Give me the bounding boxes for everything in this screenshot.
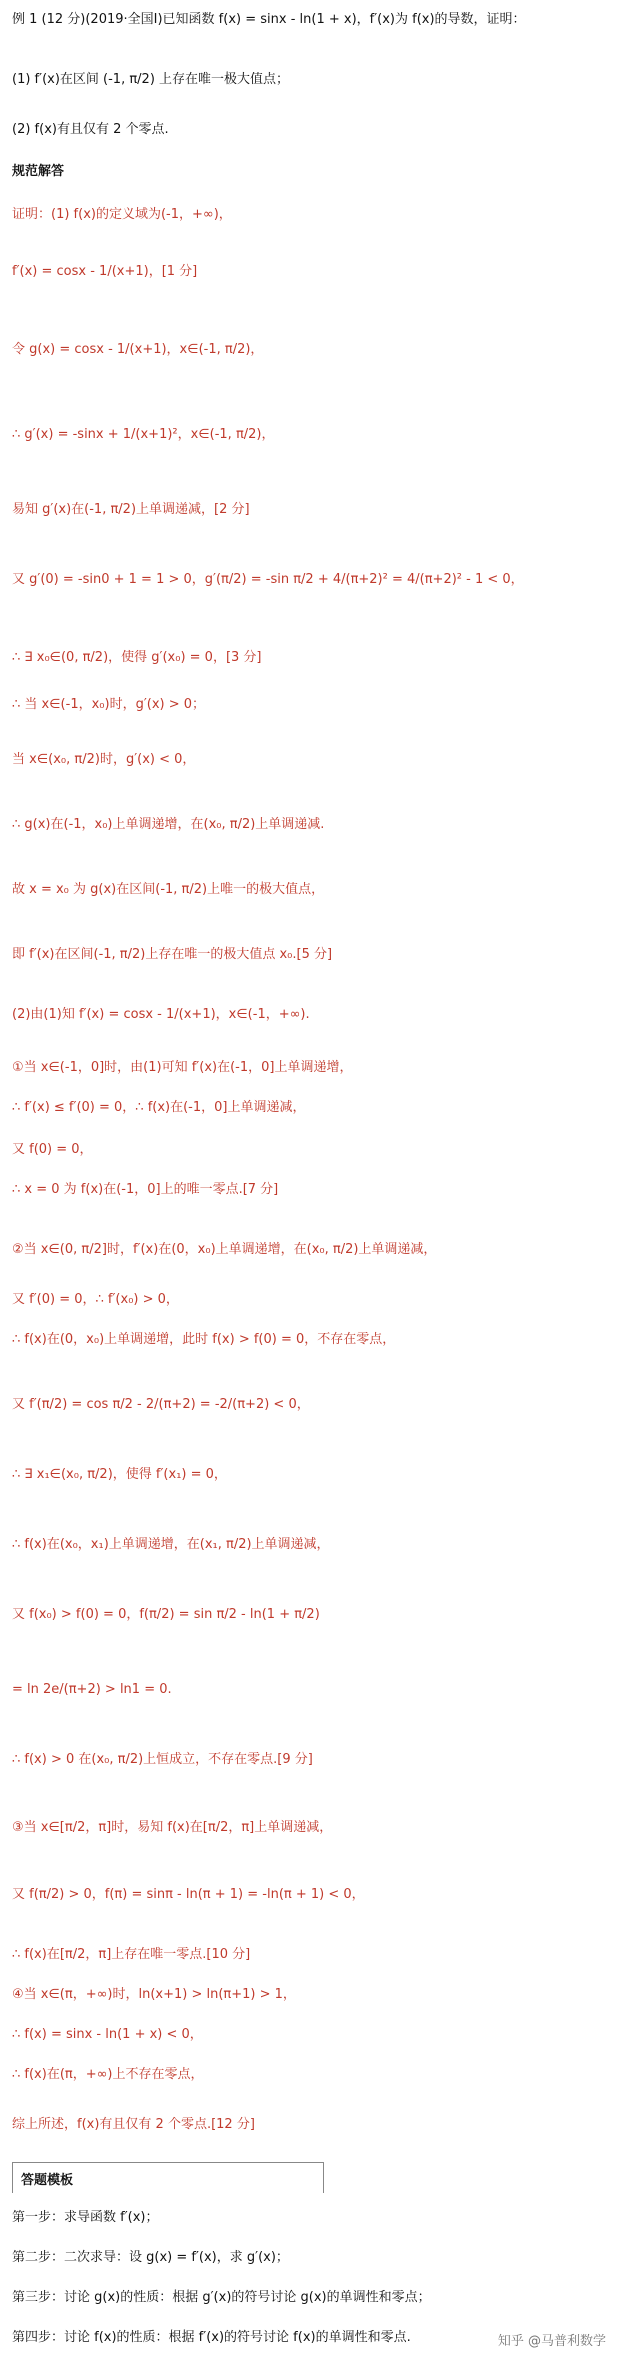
solution-line: ∴ f(x)在(π，+∞)上不存在零点，	[12, 2067, 204, 2082]
section-title: 规范解答	[12, 164, 65, 179]
solution-line: 令 g(x) = cosx - 1/(x+1)，x∈(-1, π/2)，	[12, 342, 264, 357]
solution-line: 易知 g′(x)在(-1, π/2)上单调递减，[2 分]	[12, 502, 250, 517]
solution-line: 又 f′(π/2) = cos π/2 - 2/(π+2) = -2/(π+2) < 0，	[12, 1397, 310, 1412]
solution-line: ∴ f(x)在(x₀，x₁)上单调递增，在(x₁, π/2)上单调递减，	[12, 1537, 330, 1552]
template-box	[12, 2162, 324, 2193]
solution-line: 当 x∈(x₀, π/2)时，g′(x) < 0，	[12, 752, 196, 767]
solution-line: 证明：(1) f(x)的定义域为(-1，+∞)，	[12, 207, 232, 222]
solution-line: 又 f(π/2) > 0，f(π) = sinπ - ln(π + 1) = -ln(π + 1) < 0，	[12, 1887, 365, 1902]
solution-line: ①当 x∈(-1，0]时，由(1)可知 f′(x)在(-1，0]上单调递增，	[12, 1060, 353, 1075]
template-step: 第四步：讨论 f(x)的性质：根据 f′(x)的符号讨论 f(x)的单调性和零点.	[12, 2330, 411, 2345]
solution-line: 又 f′(0) = 0，∴ f′(x₀) > 0，	[12, 1292, 179, 1307]
watermark: 知乎 @马普利数学	[497, 2334, 606, 2349]
solution-line: ∴ 当 x∈(-1，x₀)时，g′(x) > 0；	[12, 697, 206, 712]
solution-line: ∴ f(x)在[π/2，π]上存在唯一零点.[10 分]	[12, 1947, 251, 1962]
solution-line: 又 f(x₀) > f(0) = 0，f(π/2) = sin π/2 - ln(1 + π/2)	[12, 1607, 320, 1622]
problem-header: 例 1 (12 分)(2019·全国Ⅰ)已知函数 f(x) = sinx - ln(1 + x)，f′(x)为 f(x)的导数，证明：	[12, 12, 526, 27]
problem-part-1: (1) f′(x)在区间 (-1, π/2) 上存在唯一极大值点；	[12, 72, 290, 87]
template-title: 答题模板	[21, 2173, 74, 2188]
problem-part-2: (2) f(x)有且仅有 2 个零点.	[12, 122, 169, 137]
solution-line: ③当 x∈[π/2，π]时，易知 f(x)在[π/2，π]上单调递减，	[12, 1820, 333, 1835]
solution-line: ∴ g(x)在(-1，x₀)上单调递增，在(x₀, π/2)上单调递减.	[12, 817, 325, 832]
solution-line: 故 x = x₀ 为 g(x)在区间(-1, π/2)上唯一的极大值点，	[12, 882, 325, 897]
solution-line: = ln 2e/(π+2) > ln1 = 0.	[12, 1682, 172, 1697]
solution-line: (2)由(1)知 f′(x) = cosx - 1/(x+1)，x∈(-1，+∞).	[12, 1007, 310, 1022]
solution-line: ∴ ∃ x₀∈(0, π/2)，使得 g′(x₀) = 0，[3 分]	[12, 650, 262, 665]
solution-line: ∴ f(x) > 0 在(x₀, π/2)上恒成立，不存在零点.[9 分]	[12, 1752, 313, 1767]
solution-line: ②当 x∈(0, π/2]时，f′(x)在(0，x₀)上单调递增，在(x₀, π/2)上单调递减，	[12, 1242, 437, 1257]
solution-line: ∴ x = 0 为 f(x)在(-1，0]上的唯一零点.[7 分]	[12, 1182, 279, 1197]
solution-line: ∴ ∃ x₁∈(x₀, π/2)，使得 f′(x₁) = 0，	[12, 1467, 227, 1482]
solution-line: ∴ f(x) = sinx - ln(1 + x) < 0，	[12, 2027, 203, 2042]
template-step: 第一步：求导函数 f′(x)；	[12, 2210, 159, 2225]
solution-line: ∴ f(x)在(0，x₀)上单调递增，此时 f(x) > f(0) = 0，不存在零点，	[12, 1332, 396, 1347]
solution-line: 又 g′(0) = -sin0 + 1 = 1 > 0，g′(π/2) = -sin π/2 + 4/(π+2)² = 4/(π+2)² - 1 < 0，	[12, 572, 524, 587]
solution-line: f′(x) = cosx - 1/(x+1)，[1 分]	[12, 264, 198, 279]
solution-line: 即 f′(x)在区间(-1, π/2)上存在唯一的极大值点 x₀.[5 分]	[12, 947, 333, 962]
solution-line: 综上所述，f(x)有且仅有 2 个零点.[12 分]	[12, 2117, 255, 2132]
solution-line: ∴ f′(x) ≤ f′(0) = 0，∴ f(x)在(-1，0]上单调递减，	[12, 1100, 306, 1115]
solution-line: 又 f(0) = 0，	[12, 1142, 93, 1157]
template-step: 第二步：二次求导：设 g(x) = f′(x)，求 g′(x)；	[12, 2250, 289, 2265]
solution-line: ④当 x∈(π，+∞)时，ln(x+1) > ln(π+1) > 1，	[12, 1987, 296, 2002]
template-step: 第三步：讨论 g(x)的性质：根据 g′(x)的符号讨论 g(x)的单调性和零点；	[12, 2290, 431, 2305]
solution-line: ∴ g′(x) = -sinx + 1/(x+1)²，x∈(-1, π/2)，	[12, 427, 275, 442]
